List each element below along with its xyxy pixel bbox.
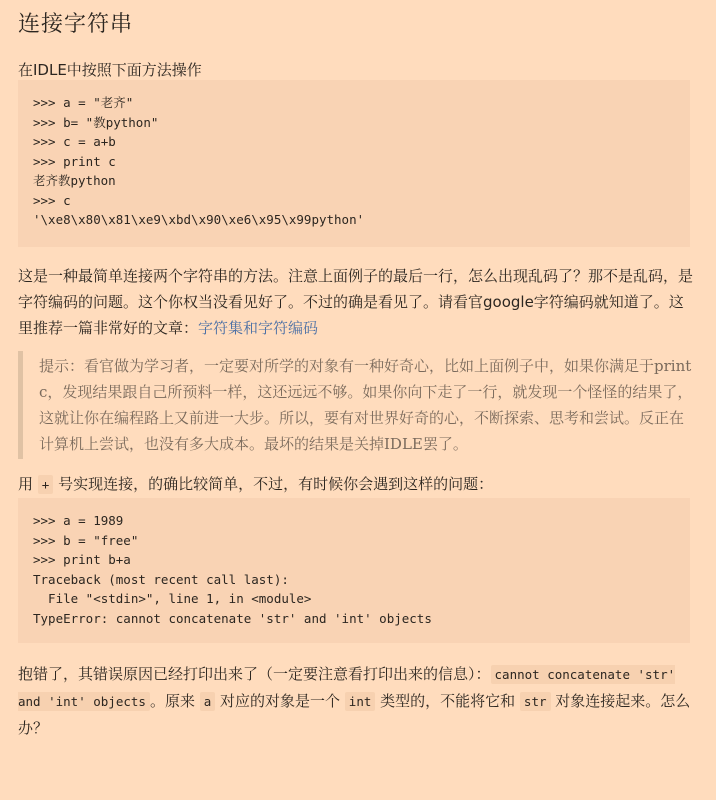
- paragraph-plus-before: 用: [18, 475, 38, 493]
- inline-code-plus: +: [38, 475, 54, 494]
- inline-code-a: a: [200, 692, 216, 711]
- paragraph-error-text-5: 对象连接起来。怎么办？: [18, 692, 691, 737]
- paragraph-plus-after: 号实现连接，的确比较简单，不过，有时候你会遇到这样的问题：: [53, 475, 494, 493]
- paragraph-error-text-4: 类型的，不能将它和: [375, 692, 520, 710]
- tip-blockquote: 提示：看官做为学习者，一定要对所学的对象有一种好奇心，比如上面例子中，如果你满足于print c，发现结果跟自己所预料一样，这还远远不够。如果你向下走了一行，就发现一个怪怪的结果了，这就让你在编程路上又前进一大步。所以，要有对世界好奇的心，不断探索、思考和尝试。反正在计算机上尝试，也没有多大成本。最坏的结果是关掉IDLE罢了。: [18, 351, 698, 459]
- paragraph-error-text-1: 抱错了，其错误原因已经打印出来了（一定要注意看打印出来的信息）：: [18, 665, 491, 683]
- page-title: 连接字符串: [18, 12, 134, 37]
- paragraph-explanation: [18, 263, 698, 341]
- code-block-concat: >>> a = "老齐" >>> b= "教python" >>> c = a+b >>> print c 老齐教python >>> c '\xe8\x80\x81\xe9\xbd\x90\xe6\x95\x99python': [18, 80, 690, 247]
- paragraph-plus: [18, 471, 698, 498]
- paragraph-explanation-text: 这是一种最简单连接两个字符串的方法。注意上面例子的最后一行，怎么出现乱码了？那不是乱码，是字符编码的问题。这个你权当没看见好了。不过的确是看见了。请看官google字符编码就知道了。这里推荐一篇非常好的文章：: [18, 267, 694, 337]
- intro-text: 在IDLE中按照下面方法操作: [18, 61, 202, 79]
- charset-article-link[interactable]: 字符集和字符编码: [198, 319, 319, 337]
- inline-code-int: int: [345, 692, 376, 711]
- paragraph-error: [18, 661, 698, 741]
- paragraph-error-text-3: 对应的对象是一个: [215, 692, 345, 710]
- inline-code-error-message: cannot concatenate 'str' and 'int' objects: [18, 667, 676, 709]
- code-block-error: >>> a = 1989 >>> b = "free" >>> print b+a Traceback (most recent call last): File "<stdin>", line 1, in <module> TypeError: cannot concatenate 'str' and 'int' objects: [18, 498, 690, 643]
- inline-code-str: str: [520, 692, 551, 711]
- paragraph-error-text-2: 。原来: [149, 692, 200, 710]
